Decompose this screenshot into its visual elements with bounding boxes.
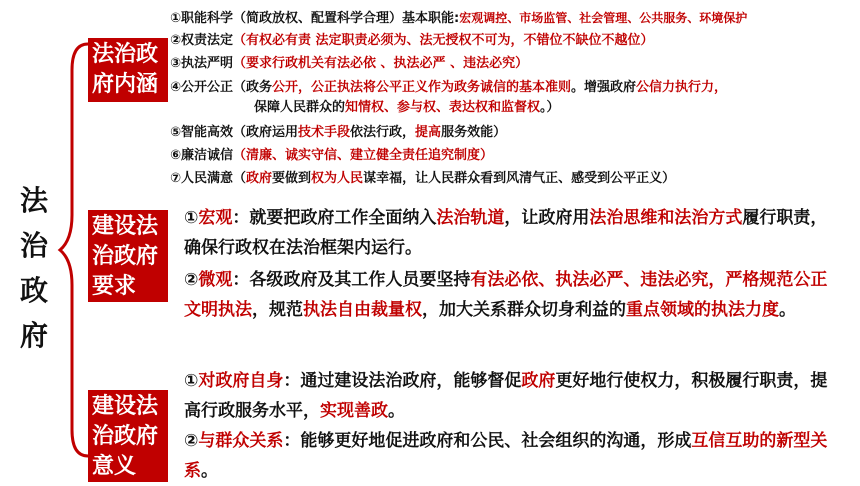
significance-public: ②与群众关系：能够更好地促进政府和公民、社会组织的沟通，形成互信互助的新型关系。 bbox=[184, 431, 828, 481]
connotation-item: ⑦人民满意（政府要做到权为人民谋幸福，让人民群众看到风清气正、感受到公平正义） bbox=[170, 171, 676, 186]
requirement-macro: ①宏观：就要把政府工作全面纳入法治轨道，让政府用法治思维和法治方式履行职责，确保行政权在法治框架内运行。 bbox=[184, 208, 828, 258]
category-significance: 建设法治政府意义 bbox=[88, 390, 168, 482]
significance-self: ①对政府自身：通过建设法治政府，能够督促政府更好地行使权力，积极履行职责，提高行政服务水平，实现善政。 bbox=[184, 371, 828, 421]
connotation-item: ③执法严明（要求行政机关有法必依 、执法必严 、违法必究） bbox=[170, 56, 529, 71]
main-title-char: 政 bbox=[19, 274, 48, 307]
category-connotation: 法治政府内涵 bbox=[88, 38, 168, 102]
connotation-item: ⑥廉洁诚信（清廉、诚实守信、建立健全责任追究制度） bbox=[170, 148, 494, 163]
connotation-item: ①职能科学（简政放权、配置科学合理）基本职能:宏观调控、市场监管、社会管理、公共服务、环境保护 bbox=[170, 11, 748, 26]
requirement-micro: ②微观：各级政府及其工作人员要坚持有法必依、执法必严、违法必究，严格规范公正文明执法，规范执法自由裁量权，加大关系群众切身利益的重点领域的执法力度。 bbox=[184, 270, 828, 320]
category-requirements: 建设法治政府要求 bbox=[88, 210, 168, 302]
connotation-item: ②权责法定（有权必有责 法定职责必须为、法无授权不可为，不错位不缺位不越位） bbox=[170, 33, 654, 48]
main-title-char: 法 bbox=[19, 184, 48, 217]
main-title-char: 府 bbox=[19, 319, 48, 352]
main-title bbox=[14, 178, 54, 358]
connotation-item: ⑤智能高效（政府运用技术手段依法行政，提高服务效能） bbox=[170, 125, 507, 140]
main-title-char: 治 bbox=[19, 229, 48, 262]
connotation-item: ④公开公正（政务公开，公正执法将公平正义作为政务诚信的基本准则。增强政府公信力执行力， bbox=[170, 80, 728, 95]
connotation-item: 保障人民群众的知情权、参与权、表达权和监督权。） bbox=[254, 100, 560, 115]
